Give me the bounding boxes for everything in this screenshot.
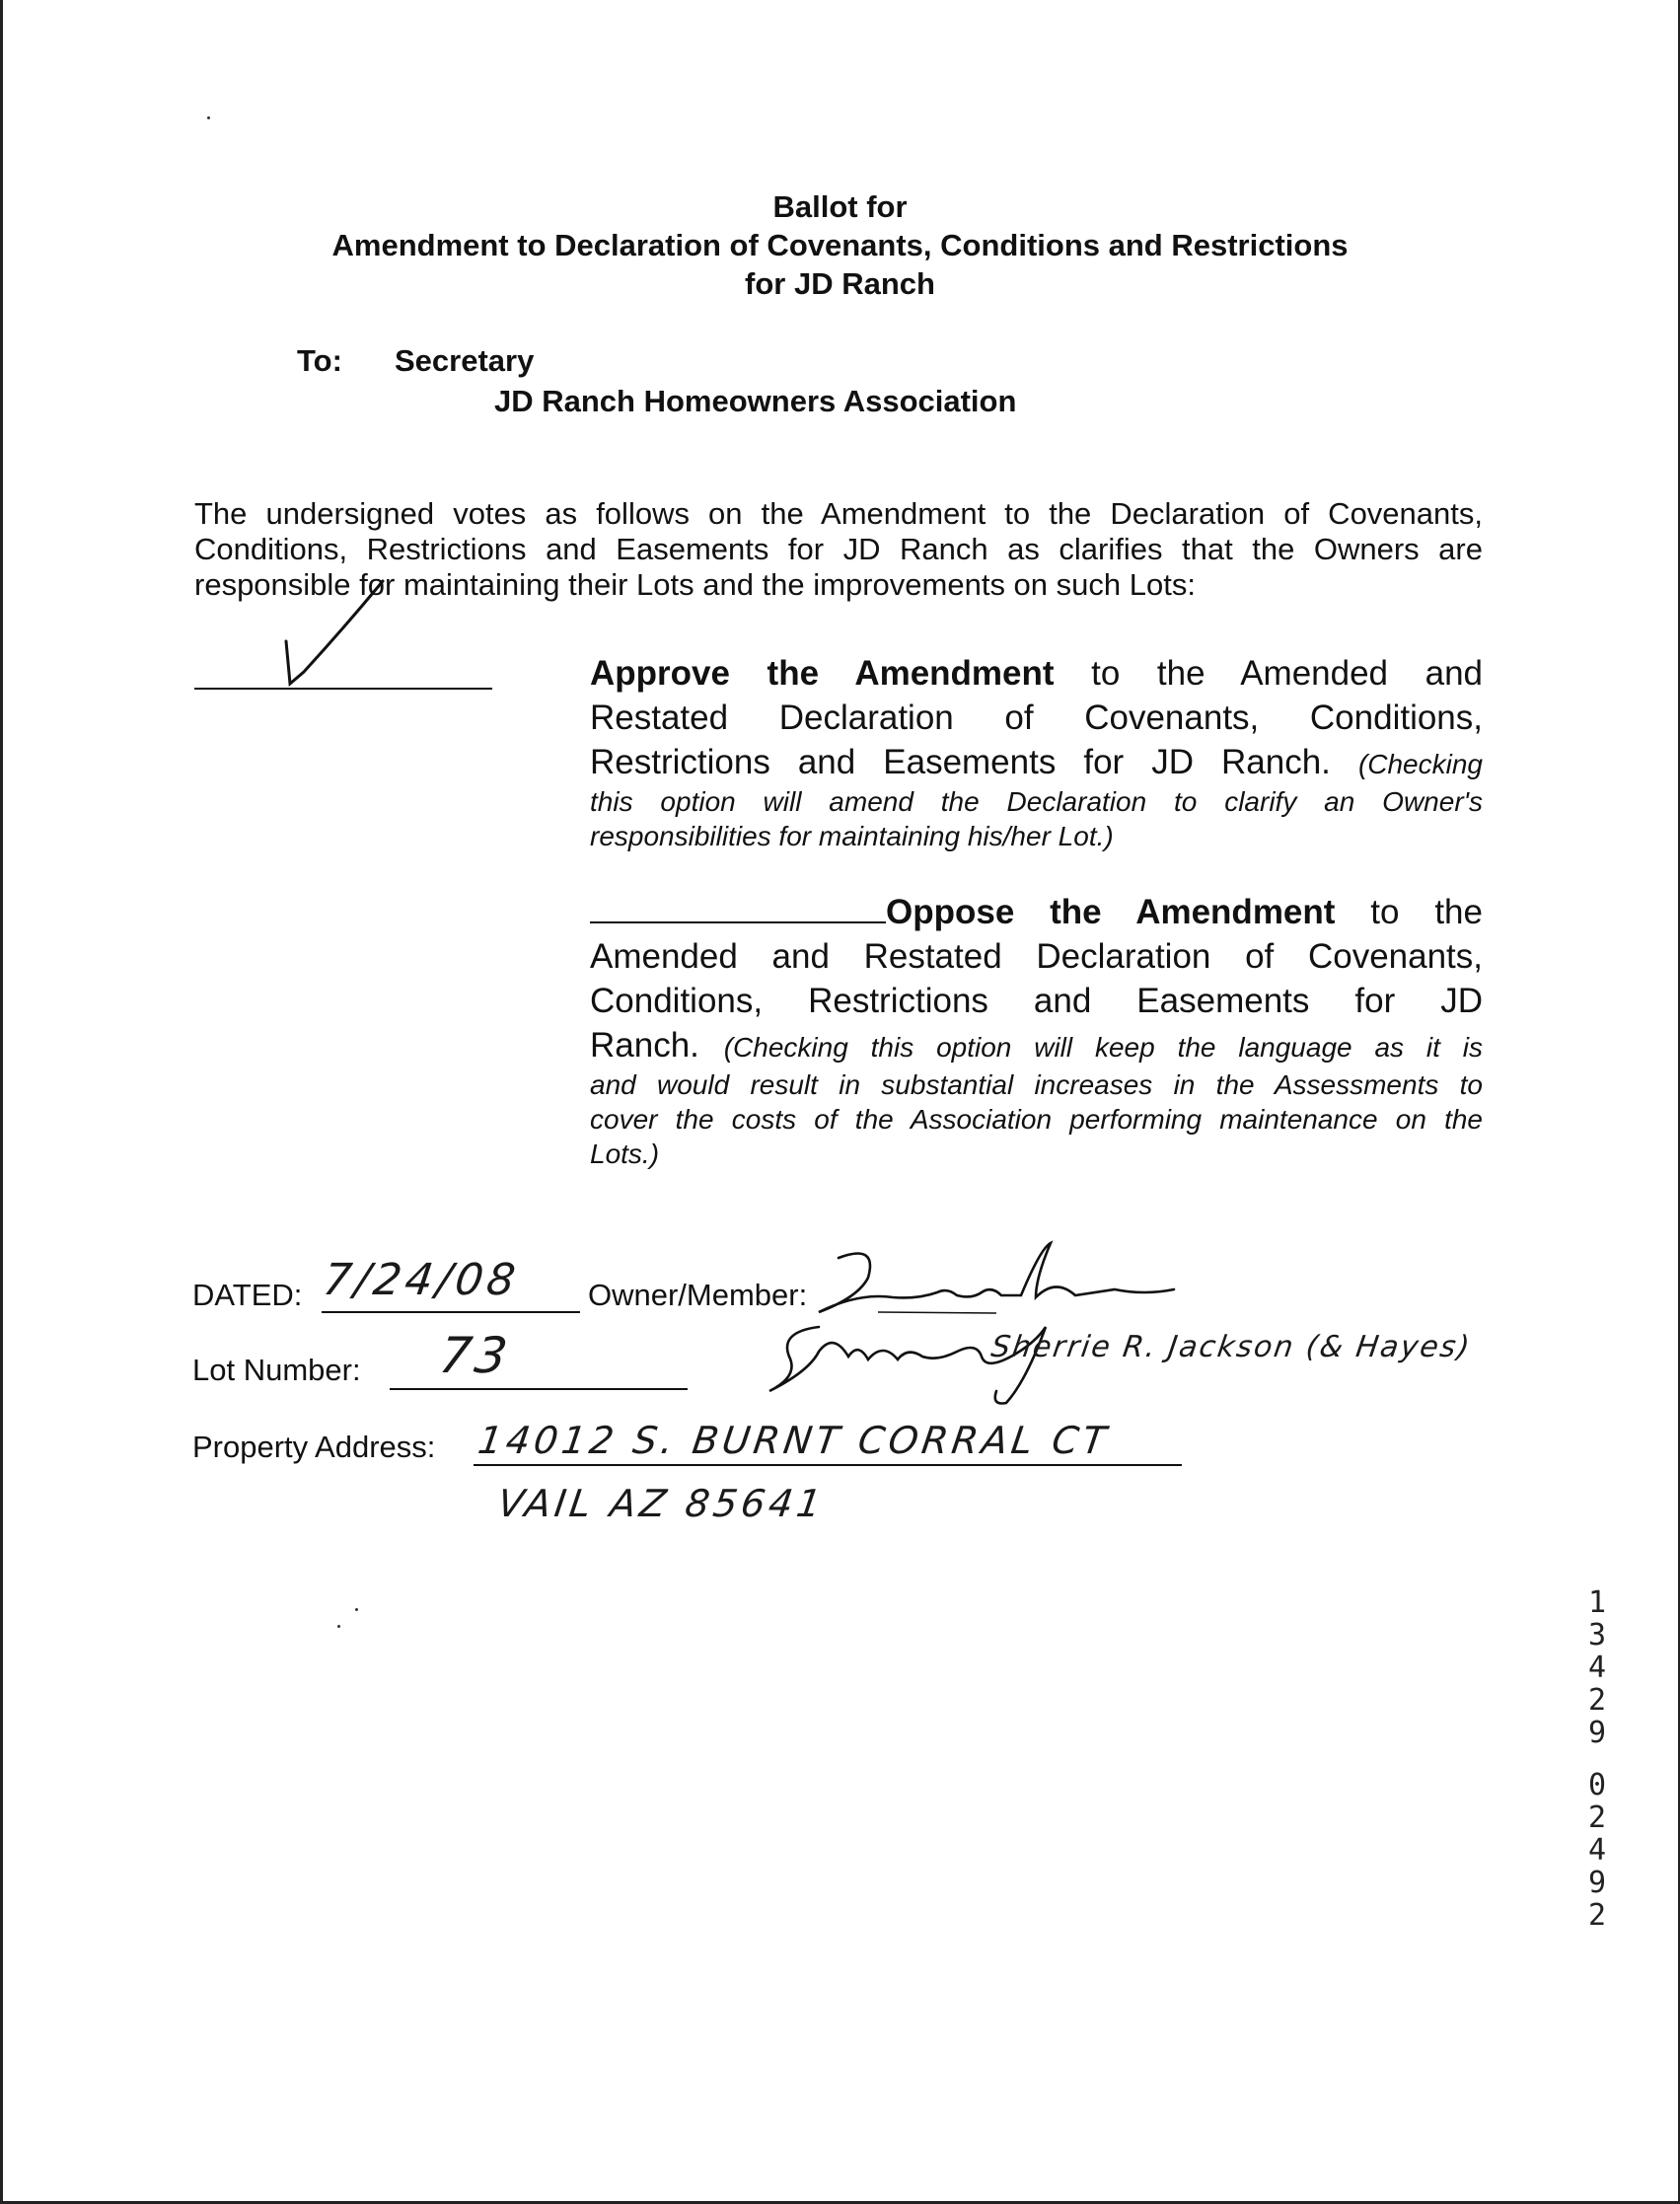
scan-speck bbox=[337, 1625, 340, 1628]
approve-check-icon bbox=[266, 577, 404, 696]
address-line-2[interactable]: VAIL AZ 85641 bbox=[494, 1482, 828, 1525]
lot-number-label: Lot Number: bbox=[192, 1353, 361, 1387]
oppose-note-line-3: cover the costs of the Association performing maintenance on the bbox=[590, 1104, 1483, 1135]
recipient: Secretary bbox=[395, 343, 535, 378]
oppose-line-1: Oppose the Amendment to the bbox=[590, 890, 1483, 934]
oppose-option bbox=[590, 890, 1483, 1171]
approve-option bbox=[590, 651, 1483, 853]
oppose-note-line-2: and would result in substantial increases in the Assessments to bbox=[590, 1069, 1483, 1100]
oppose-line-3: Conditions, Restrictions and Easements for JD bbox=[590, 982, 1483, 1020]
address-line-1[interactable]: 14012 S. BURNT CORRAL CT bbox=[475, 1419, 1113, 1462]
dated-label: DATED: bbox=[192, 1278, 303, 1312]
approve-note-line-3: responsibilities for maintaining his/her Lot.) bbox=[590, 821, 1114, 851]
approve-heading: Approve the Amendment bbox=[590, 654, 1055, 693]
to-label: To: bbox=[297, 343, 342, 378]
owner-member-label: Owner/Member: bbox=[588, 1278, 808, 1312]
approve-line-1: Approve the Amendment to the Amended and bbox=[590, 654, 1483, 693]
lot-number-value[interactable]: 73 bbox=[435, 1327, 515, 1384]
document-stamp-number: 1 3 4 2 9 0 2 4 9 2 bbox=[1587, 1585, 1607, 1933]
signer-2-name: Sherrie R. Jackson (& Hayes) bbox=[988, 1330, 1474, 1364]
oppose-line-4: Ranch. (Checking this option will keep the language as it is bbox=[590, 1026, 1483, 1065]
oppose-checkbox-line[interactable] bbox=[590, 921, 886, 923]
property-address-line bbox=[474, 1464, 1182, 1466]
organization: JD Ranch Homeowners Association bbox=[494, 384, 1017, 418]
scan-speck bbox=[207, 116, 210, 119]
title-line-3: for JD Ranch bbox=[745, 266, 935, 301]
oppose-heading: Oppose the Amendment bbox=[886, 893, 1336, 931]
scan-edge-left bbox=[0, 0, 3, 2204]
dated-line bbox=[322, 1311, 580, 1313]
approve-line-2: Restated Declaration of Covenants, Conditions, bbox=[590, 698, 1483, 737]
lot-number-line bbox=[390, 1388, 688, 1390]
scan-speck bbox=[355, 1608, 358, 1611]
intro-line-3: responsible for maintaining their Lots and the improvements on such Lots: bbox=[194, 567, 1196, 602]
property-address-label: Property Address: bbox=[192, 1430, 436, 1464]
signer-2-note: (& Hayes) bbox=[1303, 1330, 1474, 1364]
approve-line-3: Restrictions and Easements for JD Ranch. (Checking bbox=[590, 743, 1483, 781]
approve-note-line-2: this option will amend the Declaration to clarify an Owner's bbox=[590, 786, 1483, 817]
intro-line-2: Conditions, Restrictions and Easements for JD Ranch as clarifies that the Owners are bbox=[194, 532, 1483, 566]
intro-line-1: The undersigned votes as follows on the Amendment to the Declaration of Covenants, bbox=[194, 496, 1483, 531]
oppose-line-2: Amended and Restated Declaration of Covenants, bbox=[590, 937, 1483, 976]
dated-value[interactable]: 7/24/08 bbox=[320, 1255, 523, 1305]
title-line-2: Amendment to Declaration of Covenants, Conditions and Restrictions bbox=[331, 228, 1349, 262]
oppose-note-line-4: Lots.) bbox=[590, 1139, 660, 1169]
title-line-1: Ballot for bbox=[772, 189, 908, 224]
